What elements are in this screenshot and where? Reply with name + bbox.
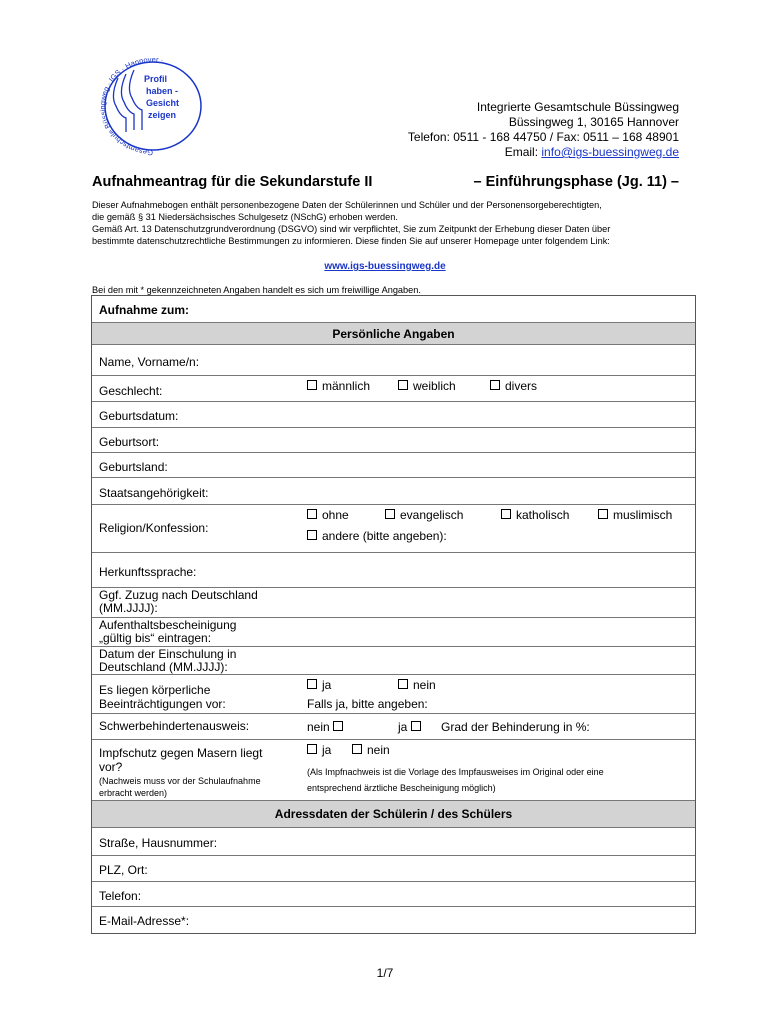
beein-label: Es liegen körperliche <box>99 683 211 697</box>
einschulung-label: Datum der Einschulung in <box>99 647 237 661</box>
geburtsland-label: Geburtsland: <box>99 460 168 474</box>
row-geburtsdatum[interactable] <box>92 402 695 428</box>
logo-text-2: haben - <box>146 86 179 96</box>
checkbox-icon[interactable] <box>501 509 511 519</box>
impf-info-2: entsprechend ärztliche Bescheinigung möglich) <box>307 783 496 793</box>
plz-label: PLZ, Ort: <box>99 863 148 877</box>
impf-label-2: vor? <box>99 760 123 774</box>
option-schwer-ja[interactable]: ja <box>398 720 426 734</box>
email-label: Email: <box>504 145 542 159</box>
option-impf-ja[interactable]: ja <box>307 743 331 757</box>
checkbox-icon[interactable] <box>307 744 317 754</box>
row-email[interactable] <box>92 907 695 933</box>
option-maennlich[interactable]: männlich <box>307 379 370 393</box>
row-strasse[interactable] <box>92 828 695 856</box>
school-street: Büssingweg 1, 30165 Hannover <box>508 115 679 129</box>
logo-ring-text: Gesamtschule Büssingweg · IGS · Hannover · <box>98 54 165 158</box>
checkbox-icon[interactable] <box>385 509 395 519</box>
option-impf-nein[interactable]: nein <box>352 743 390 757</box>
checkbox-icon[interactable] <box>307 380 317 390</box>
school-logo <box>88 50 218 160</box>
option-ohne[interactable]: ohne <box>307 508 349 522</box>
schwer-label: Schwerbehindertenausweis: <box>99 719 250 733</box>
aufnahme-label: Aufnahme zum: <box>99 303 189 317</box>
option-evangelisch[interactable]: evangelisch <box>385 508 463 522</box>
intro-line: Gemäß Art. 13 Datenschutzgrundverordnung (DSGVO) sind wir verpflichtet, Sie zum Zeitpunkt der Erhebung dieser Daten über <box>92 224 611 234</box>
option-weiblich[interactable]: weiblich <box>398 379 456 393</box>
geburtsdatum-label: Geburtsdatum: <box>99 409 179 423</box>
checkbox-icon[interactable] <box>490 380 500 390</box>
impf-note-2: erbracht werden) <box>99 788 168 798</box>
form-title: Aufnahmeantrag für die Sekundarstufe II <box>92 174 373 190</box>
geschlecht-label: Geschlecht: <box>99 384 163 398</box>
grad-label: Grad der Behinderung in %: <box>441 720 590 734</box>
row-einschulung[interactable] <box>92 647 695 675</box>
option-muslimisch[interactable]: muslimisch <box>598 508 672 522</box>
row-beeintraechtigung <box>92 675 695 714</box>
option-divers[interactable]: divers <box>490 379 537 393</box>
intro-line: Dieser Aufnahmebogen enthält personenbezogene Daten der Schülerinnen und Schüler und der Personensorgeberechtigten, <box>92 200 602 210</box>
falls-label: Falls ja, bitte angeben: <box>307 697 428 711</box>
impf-label: Impfschutz gegen Masern liegt <box>99 746 263 760</box>
website-link[interactable]: www.igs-buessingweg.de <box>324 261 446 272</box>
section-personal: Persönliche Angaben <box>92 323 695 345</box>
sprache-label: Herkunftssprache: <box>99 565 197 579</box>
logo-text-4: zeigen <box>148 110 177 120</box>
school-email-link[interactable]: info@igs-buessingweg.de <box>541 145 679 159</box>
application-form <box>91 295 696 934</box>
beein-label-2: Beeinträchtigungen vor: <box>99 697 226 711</box>
row-religion <box>92 505 695 553</box>
strasse-label: Straße, Hausnummer: <box>99 836 218 850</box>
checkbox-icon[interactable] <box>598 509 608 519</box>
checkbox-icon[interactable] <box>307 530 317 540</box>
option-beein-nein[interactable]: nein <box>398 678 436 692</box>
option-andere[interactable]: andere (bitte angeben): <box>307 529 447 543</box>
row-schwerbehindert <box>92 714 695 740</box>
school-address <box>408 100 679 160</box>
row-impfschutz <box>92 740 695 801</box>
option-schwer-nein[interactable]: nein <box>307 720 348 734</box>
row-aufnahme[interactable] <box>92 296 695 323</box>
checkbox-icon[interactable] <box>398 679 408 689</box>
telefon-label: Telefon: <box>99 889 142 903</box>
privacy-intro <box>92 199 682 247</box>
row-sprache[interactable] <box>92 553 695 588</box>
school-phone: Telefon: 0511 - 168 44750 / Fax: 0511 – 168 48901 <box>407 130 679 144</box>
intro-line: die gemäß § 31 Niedersächsisches Schulgesetz (NSchG) erhoben werden. <box>92 212 398 222</box>
intro-line: bestimmte datenschutzrechtliche Bestimmungen zu informieren. Diese finden Sie auf unserer Homepage unter folgendem Link: <box>92 236 610 246</box>
checkbox-icon[interactable] <box>333 721 343 731</box>
aufenthalt-label: Aufenthaltsbescheinigung <box>99 618 237 632</box>
name-label: Name, Vorname/n: <box>99 355 200 369</box>
impf-info: (Als Impfnachweis ist die Vorlage des Impfausweises im Original oder eine <box>307 767 604 777</box>
row-aufenthalt[interactable] <box>92 618 695 647</box>
zuzug-label: Ggf. Zuzug nach Deutschland <box>99 588 258 602</box>
email-label: E-Mail-Adresse*: <box>99 914 190 928</box>
voluntary-note: Bei den mit * gekennzeichneten Angaben handelt es sich um freiwillige Angaben. <box>92 285 421 295</box>
logo-text-1: Profil <box>144 74 168 84</box>
school-name: Integrierte Gesamtschule Büssingweg <box>476 100 679 114</box>
geburtsort-label: Geburtsort: <box>99 435 160 449</box>
row-geburtsland[interactable] <box>92 453 695 478</box>
page-number: 1/7 <box>376 966 394 980</box>
checkbox-icon[interactable] <box>411 721 421 731</box>
section-address: Adressdaten der Schülerin / des Schülers <box>92 801 695 828</box>
row-geschlecht <box>92 376 695 402</box>
checkbox-icon[interactable] <box>352 744 362 754</box>
checkbox-icon[interactable] <box>307 679 317 689</box>
form-subtitle: – Einführungsphase (Jg. 11) – <box>473 174 679 190</box>
row-name[interactable] <box>92 345 695 376</box>
einschulung-label-2: Deutschland (MM.JJJJ): <box>99 660 228 674</box>
checkbox-icon[interactable] <box>307 509 317 519</box>
option-katholisch[interactable]: katholisch <box>501 508 569 522</box>
religion-label: Religion/Konfession: <box>99 521 209 535</box>
row-plz[interactable] <box>92 856 695 882</box>
row-staat[interactable] <box>92 478 695 505</box>
option-beein-ja[interactable]: ja <box>307 678 331 692</box>
staat-label: Staatsangehörigkeit: <box>99 486 209 500</box>
aufenthalt-label-2: „gültig bis“ eintragen: <box>99 631 212 645</box>
zuzug-label-2: (MM.JJJJ): <box>99 601 158 615</box>
row-zuzug[interactable] <box>92 588 695 618</box>
checkbox-icon[interactable] <box>398 380 408 390</box>
logo-text-3: Gesicht <box>146 98 180 108</box>
impf-note: (Nachweis muss vor der Schulaufnahme <box>99 776 261 786</box>
row-telefon[interactable] <box>92 882 695 907</box>
row-geburtsort[interactable] <box>92 428 695 453</box>
